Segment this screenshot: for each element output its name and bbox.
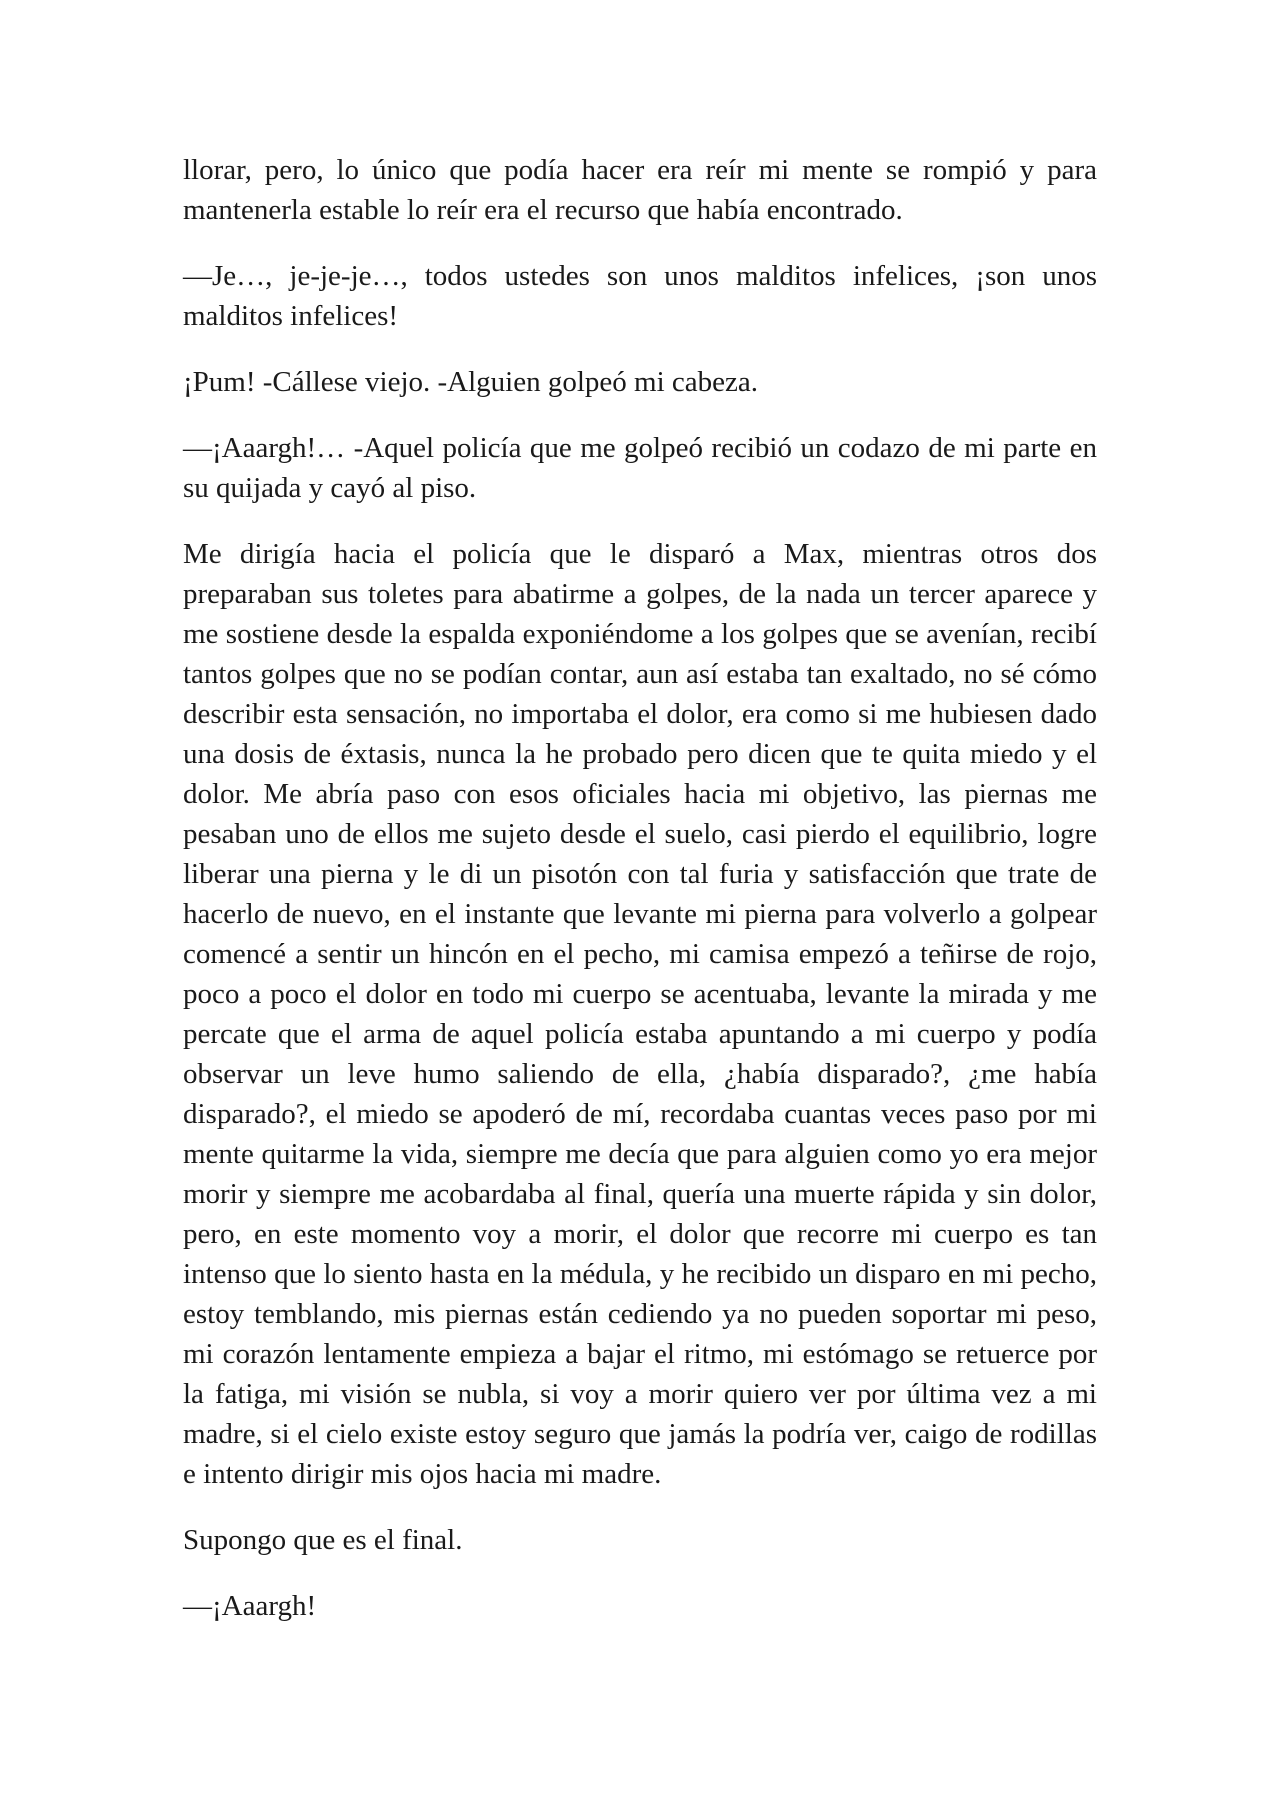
paragraph-6: Supongo que es el final. <box>183 1524 463 1556</box>
dialogue-paragraph-4: —¡Aaargh!… -Aquel policía que me golpeó recibió un codazo de mi parte en su quijada y cayó al piso. <box>183 432 1097 504</box>
paragraph-3: ¡Pum! -Cállese viejo. -Alguien golpeó mi cabeza. <box>183 366 758 398</box>
paragraph-5: Me dirigía hacia el policía que le disparó a Max, mientras otros dos preparaban sus toletes para abatirme a golpes, de la nada un tercer aparece y me sostiene desde la espalda exponiéndome a los golpes que se avenían, recibí tantos golpes que no se podían contar, aun así estaba tan exaltado, no sé cómo describir esta sensación, no importaba el dolor, era como si me hubiesen dado una dosis de éxtasis, nunca la he probado pero dicen que te quita miedo y el dolor. Me abría paso con esos oficiales hacia mi objetivo, las piernas me pesaban uno de ellos me sujeto desde el suelo, casi pierdo el equilibrio, logre liberar una pierna y le di un pisotón con tal furia y satisfacción que trate de hacerlo de nuevo, en el instante que levante mi pierna para volverlo a golpear comencé a sentir un hincón en el pecho, mi camisa empezó a teñirse de rojo, poco a poco el dolor en todo mi cuerpo se acentuaba, levante la mirada y me percate que el arma de aquel policía estaba apuntando a mi cuerpo y podía observar un leve humo saliendo de ella, ¿había disparado?, ¿me había disparado?, el miedo se apoderó de mí, recordaba cuantas veces paso por mi mente quitarme la vida, siempre me decía que para alguien como yo era mejor morir y siempre me acobardaba al final, quería una muerte rápida y sin dolor, pero, en este momento voy a morir, el dolor que recorre mi cuerpo es tan intenso que lo siento hasta en la médula, y he recibido un disparo en mi pecho, estoy temblando, mis piernas están cediendo ya no pueden soportar mi peso, mi corazón lentamente empieza a bajar el ritmo, mi estómago se retuerce por la fatiga, mi visión se nubla, si voy a morir quiero ver por última vez a mi madre, si el cielo existe estoy seguro que jamás la podría ver, caigo de rodillas e intento dirigir mis ojos hacia mi madre. <box>183 538 1097 1490</box>
dialogue-paragraph-7: —¡Aaargh! <box>183 1590 317 1622</box>
paragraph-1: llorar, pero, lo único que podía hacer era reír mi mente se rompió y para mantenerla estable lo reír era el recurso que había encontrado. <box>183 154 1097 226</box>
text-body <box>183 150 1097 1652</box>
dialogue-paragraph-2: —Je…, je-je-je…, todos ustedes son unos malditos infelices, ¡son unos malditos infelices! <box>183 260 1097 332</box>
